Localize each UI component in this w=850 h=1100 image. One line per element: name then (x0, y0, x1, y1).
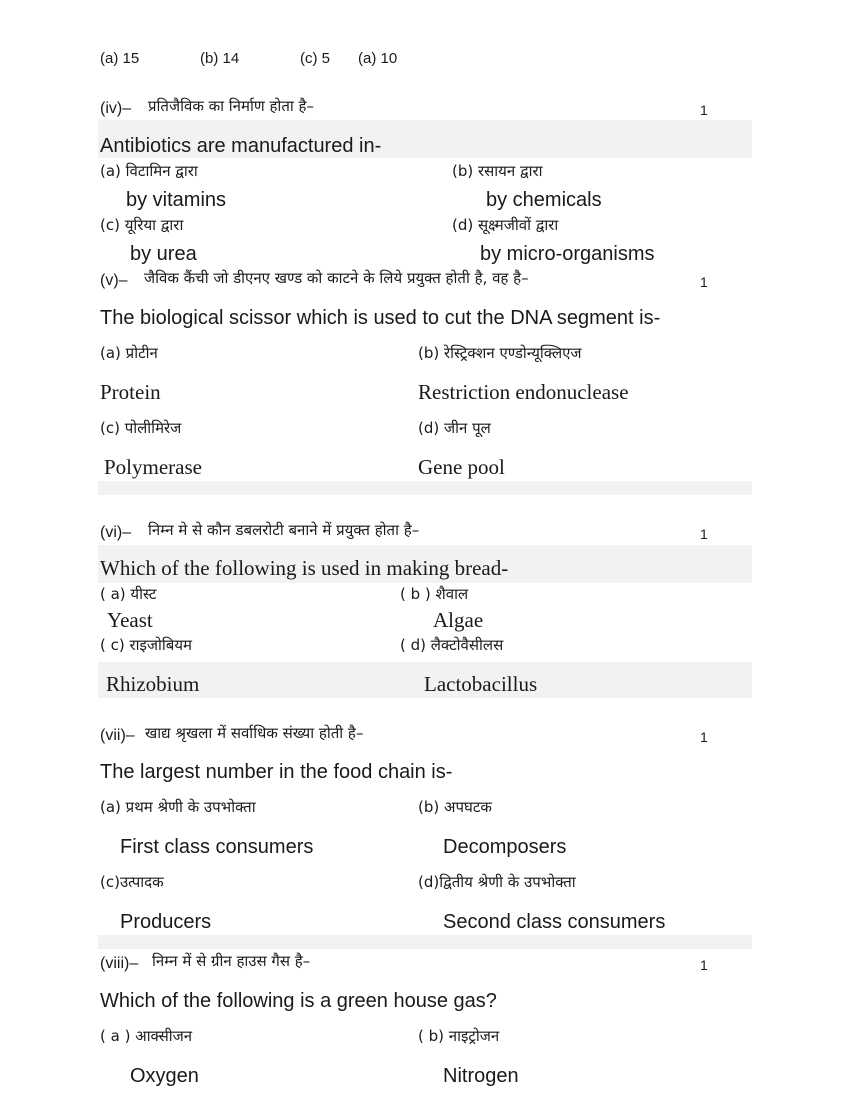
option-english: Lactobacillus (424, 672, 538, 696)
question-mark: 1 (700, 526, 708, 542)
option-hindi: ( a ) आक्सीजन (100, 1027, 193, 1045)
question-english: Which of the following is a green house gas? (100, 990, 497, 1012)
option-hindi: (b) रेस्ट्रिक्शन एण्डोन्यूक्लिएज (418, 344, 582, 362)
option-hindi: ( b) नाइट्रोजन (418, 1027, 500, 1045)
option-text: (b) 14 (200, 50, 240, 67)
option-hindi: (a) विटामिन द्वारा (100, 162, 198, 180)
option-text: (c) 5 (300, 50, 330, 67)
option-hindi: (c) यूरिया द्वारा (100, 216, 184, 234)
question-english: Antibiotics are manufactured in- (100, 135, 382, 157)
question-number: (vii)– (100, 727, 135, 744)
option-english: Nitrogen (443, 1065, 519, 1087)
question-mark: 1 (700, 957, 708, 973)
option-hindi: (b) रसायन द्वारा (452, 162, 543, 180)
option-english: Gene pool (418, 455, 505, 479)
option-hindi: (d) सूक्ष्मजीवों द्वारा (452, 216, 559, 234)
option-text: (a) 15 (100, 50, 140, 67)
option-english: by micro-organisms (480, 243, 655, 265)
option-english: Algae (433, 608, 484, 632)
question-hindi: निम्न में से ग्रीन हाउस गैस है– (152, 952, 311, 970)
option-hindi: (a) प्रथम श्रेणी के उपभोक्ता (100, 798, 256, 816)
question-number: (viii)– (100, 955, 139, 972)
option-english: First class consumers (120, 836, 314, 858)
option-hindi: (b) अपघटक (418, 798, 492, 816)
option-english: by chemicals (486, 189, 602, 211)
option-english: Producers (120, 911, 212, 933)
option-hindi: ( d) लैक्टोवैसीलस (400, 636, 504, 654)
option-english: by urea (130, 243, 197, 265)
question-english: Which of the following is used in making bread- (100, 556, 509, 580)
question-mark: 1 (700, 729, 708, 745)
question-mark: 1 (700, 102, 708, 118)
option-english: Rhizobium (106, 672, 200, 696)
option-hindi: (a) प्रोटीन (100, 344, 158, 362)
option-english: Decomposers (443, 836, 567, 858)
highlight-band (98, 481, 752, 495)
option-hindi: (c)उत्पादक (100, 873, 164, 891)
question-hindi: खाद्य श्रृखला में सर्वाधिक संख्या होती है– (145, 724, 364, 742)
question-number: (v)– (100, 272, 128, 289)
option-text: (a) 10 (358, 50, 398, 67)
question-mark: 1 (700, 274, 708, 290)
question-number: (vi)– (100, 524, 132, 541)
highlight-band (98, 935, 752, 949)
option-hindi: ( c) राइजोबियम (100, 636, 193, 654)
option-english: Yeast (107, 608, 153, 632)
option-english: Protein (100, 380, 161, 404)
question-number: (iv)– (100, 100, 132, 117)
option-hindi: ( b ) शैवाल (400, 585, 469, 603)
option-english: by vitamins (126, 189, 227, 211)
question-hindi: प्रतिजैविक का निर्माण होता है– (148, 97, 314, 115)
option-english: Second class consumers (443, 911, 666, 933)
question-english: The biological scissor which is used to cut the DNA segment is- (100, 307, 661, 329)
question-hindi: निम्न मे से कौन डबलरोटी बनाने में प्रयुक्त होता है– (148, 521, 420, 539)
option-hindi: ( a) यीस्ट (100, 585, 157, 603)
option-english: Polymerase (104, 455, 202, 479)
question-hindi: जैविक कैंची जो डीएनए खण्ड को काटने के लिये प्रयुक्त होती है, वह है– (144, 269, 529, 287)
question-english: The largest number in the food chain is- (100, 761, 453, 783)
option-hindi: (d)द्वितीय श्रेणी के उपभोक्ता (418, 873, 576, 891)
option-hindi: (d) जीन पूल (418, 419, 491, 437)
option-english: Restriction endonuclease (418, 380, 629, 404)
option-hindi: (c) पोलीमिरेज (100, 419, 182, 437)
option-english: Oxygen (130, 1065, 199, 1087)
